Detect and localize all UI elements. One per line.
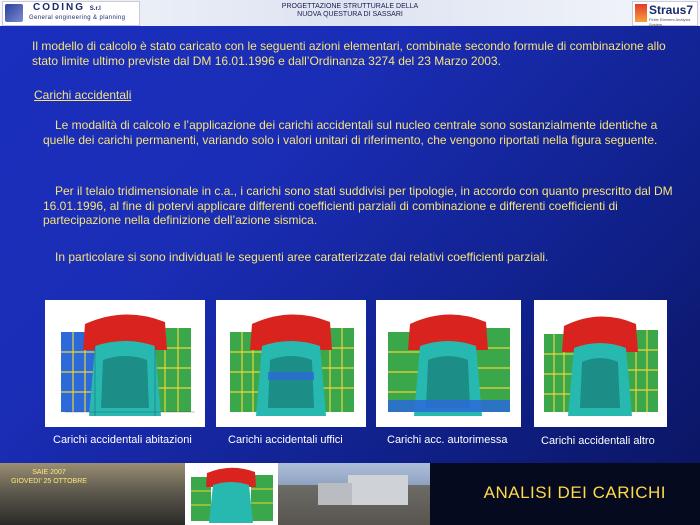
footer-bar xyxy=(0,463,700,525)
coding-logo-tagline: General engineering & planning xyxy=(29,15,126,21)
structure-model-icon xyxy=(45,300,205,427)
figure-abitazioni xyxy=(45,300,205,427)
straus7-logo-tagline: Finite Element Analysis System xyxy=(649,17,691,27)
footer-building-photo xyxy=(278,463,430,525)
caption-abitazioni: Carichi accidentali abitazioni xyxy=(53,434,192,446)
event-date xyxy=(4,468,94,486)
structure-model-icon xyxy=(216,300,366,427)
straus7-logo-name: Straus7 xyxy=(649,3,694,17)
building-shape xyxy=(318,483,352,505)
figure-altro xyxy=(534,300,667,427)
footer-model-thumbnail xyxy=(185,463,278,525)
figure-uffici xyxy=(216,300,366,427)
footer-section-title: ANALISI DEI CARICHI xyxy=(483,483,666,502)
intro-paragraph: Il modello di calcolo è stato caricato con le seguenti azioni elementari, combinate secondo formule di combinazione allo stato limite ultimo previste dal DM 16.01.1996 e dall’Ordinanza 3274 del 23 Marzo 2003. xyxy=(32,39,666,68)
paragraph-nucleo: Le modalità di calcolo e l’applicazione dei carichi accidentali sul nucleo centrale sono sostanzialmente identiche a quelle dei carichi permanenti, variando solo i valori unitari di riferimento, che vengono riportati nella figura seguente. xyxy=(43,118,658,147)
figure-autorimessa xyxy=(376,300,521,427)
coding-logo-name: CODING S.r.l xyxy=(33,2,101,13)
structure-model-icon xyxy=(185,463,278,525)
caption-autorimessa: Carichi acc. autorimessa xyxy=(387,434,508,446)
project-title xyxy=(220,3,480,19)
event-day: GIOVEDI’ 25 OTTOBRE xyxy=(11,478,87,485)
caption-uffici: Carichi accidentali uffici xyxy=(228,434,343,446)
paragraph-telaio: Per il telaio tridimensionale in c.a., i carichi sono stati suddivisi per tipologie, in accordo con quanto prescritto dal DM 16.01.1996, al fine di potervi applicare differenti coefficienti parziali di combinazione e differenti coefficienti di partecipazione nella definizione dell’azione sismica. xyxy=(43,184,673,227)
building-shape xyxy=(348,475,408,505)
caption-altro: Carichi accidentali altro xyxy=(541,435,655,447)
paragraph-aree: In particolare si sono individuati le seguenti aree caratterizzate dai relativi coefficienti parziali. xyxy=(55,250,549,264)
event-name: SAIE 2007 xyxy=(32,469,66,476)
project-title-line2: NUOVA QUESTURA DI SASSARI xyxy=(297,11,403,18)
footer-stadium-photo xyxy=(0,463,185,525)
straus7-logo-mark-icon xyxy=(635,4,647,22)
structure-model-icon xyxy=(534,300,667,427)
project-title-line1: PROGETTAZIONE STRUTTURALE DELLA xyxy=(281,3,419,10)
structure-model-icon xyxy=(376,300,521,427)
header-bar xyxy=(0,0,700,26)
coding-logo xyxy=(2,1,140,26)
section-heading: Carichi accidentali xyxy=(34,88,132,102)
straus7-logo xyxy=(632,1,698,26)
coding-logo-mark-icon xyxy=(5,4,23,22)
